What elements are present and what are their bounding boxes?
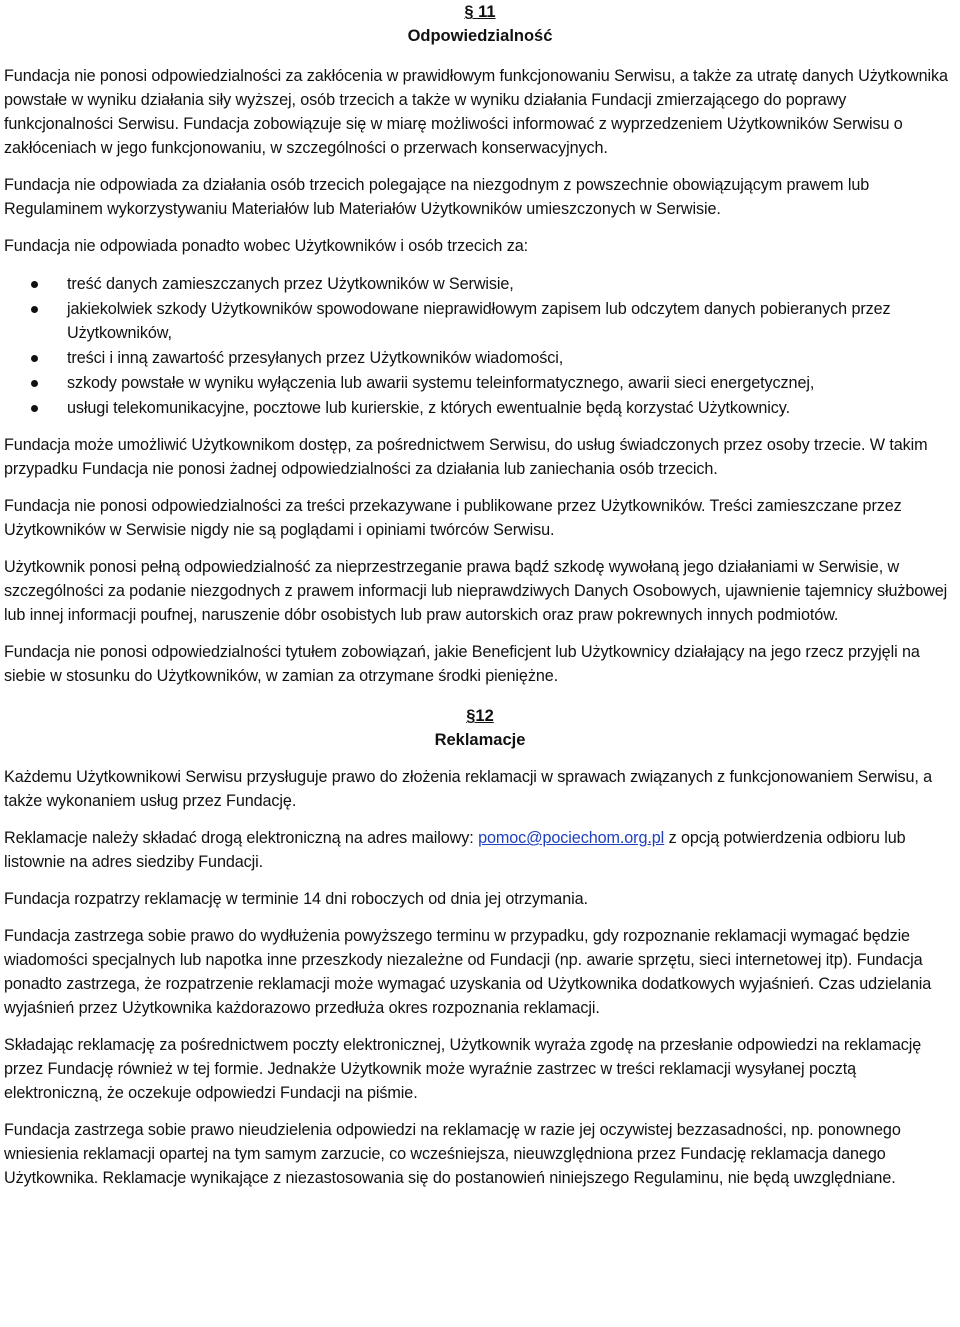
list-item-text: treści i inną zawartość przesyłanych przez Użytkowników wiadomości, [67, 349, 564, 367]
paragraph: Fundacja może umożliwić Użytkownikom dostęp, za pośrednictwem Serwisu, do usług świadczonych przez osoby trzecie. W takim przypadku Fundacja nie ponosi żadnej odpowiedzialności za działania lub zaniechania osób trzecich. [4, 436, 928, 478]
list-item [4, 297, 956, 345]
contact-text-after: z opcją potwierdzenia odbioru lub listownie na adres siedziby Fundacji. [4, 829, 906, 871]
paragraph: Fundacja nie ponosi odpowiedzialności za treści przekazywane i publikowane przez Użytkowników. Treści zamieszczane przez Użytkowników w Serwisie nigdy nie są poglądami i opiniami twórców Serwisu. [4, 497, 902, 539]
bullet-icon [31, 355, 38, 362]
contact-text-before: Reklamacje należy składać drogą elektroniczną na adres mailowy: [4, 829, 479, 847]
paragraph: Fundacja nie odpowiada za działania osób trzecich polegające na niezgodnym z powszechnie obowiązującym prawem lub Regulaminem wykorzystywaniu Materiałów lub Materiałów Użytkowników umieszczonych w Serwisie. [4, 176, 870, 218]
section-11-heading [4, 0, 956, 48]
section-12-title: Reklamacje [434, 731, 526, 749]
email-link[interactable]: pomoc@pociechom.org.pl [478, 829, 665, 847]
section-12-number: §12 [466, 707, 494, 725]
list-item-text: usługi telekomunikacyjne, pocztowe lub kurierskie, z których ewentualnie będą korzystać Użytkownicy. [67, 399, 790, 417]
section-11-number: § 11 [464, 3, 496, 21]
list-item-text: treść danych zamieszczanych przez Użytkowników w Serwisie, [67, 275, 514, 293]
paragraph: Fundacja zastrzega sobie prawo nieudzielenia odpowiedzi na reklamację w razie jej oczywistej bezzasadności, np. ponownego wniesienia reklamacji opartej na tym samym zarzucie, co wcześniejsza, nieuwzględniona przez Fundację reklamacja danego Użytkownika. Reklamacje wynikające z niezastosowania się do postanowień niniejszego Regulaminu, nie będą uwzględniane. [4, 1121, 901, 1187]
bullet-icon [31, 380, 38, 387]
list-item-text: szkody powstałe w wyniku wyłączenia lub awarii systemu teleinformatycznego, awarii sieci energetycznej, [67, 374, 815, 392]
paragraph: Fundacja nie ponosi odpowiedzialności tytułem zobowiązań, jakie Beneficjent lub Użytkownicy działający na jego rzecz przyjęli na siebie w stosunku do Użytkowników, w zamian za otrzymane środki pieniężne. [4, 643, 920, 685]
paragraph: Fundacja nie ponosi odpowiedzialności za zakłócenia w prawidłowym funkcjonowaniu Serwisu, a także za utratę danych Użytkownika powstałe w wyniku działania siły wyższej, osób trzecich a także w wyniku działania Fundacji zmierzającego do poprawy funkcjonalności Serwisu. Fundacja zobowiązuje się w miarę możliwości informować z wyprzedzeniem Użytkowników Serwisu o zakłóceniach w jego funkcjonowaniu, w szczególności o przerwach konserwacyjnych. [4, 67, 948, 157]
paragraph: Fundacja zastrzega sobie prawo do wydłużenia powyższego terminu w przypadku, gdy rozpoznanie reklamacji wymagać będzie wiadomości specjalnych lub napotka inne przeszkody niezależne od Fundacji (np. awarie sprzętu, sieci internetowej itp). Fundacja ponadto zastrzega, że rozpatrzenie reklamacji może wymagać uzyskania od Użytkownika dodatkowych wyjaśnień. Czas udzielania wyjaśnień przez Użytkownika każdorazowo przedłuża okres rozpoznania reklamacji. [4, 927, 932, 1017]
liability-exclusion-list [4, 272, 956, 420]
section-11-title: Odpowiedzialność [407, 27, 553, 45]
section-12-heading [4, 704, 956, 752]
paragraph: Fundacja rozpatrzy reklamację w terminie 14 dni roboczych od dnia jej otrzymania. [4, 890, 588, 908]
paragraph: Fundacja nie odpowiada ponadto wobec Użytkowników i osób trzecich za: [4, 237, 528, 255]
list-item-text: jakiekolwiek szkody Użytkowników spowodowane nieprawidłowym zapisem lub odczytem danych pobieranych przez Użytkowników, [67, 300, 891, 342]
list-item [4, 371, 956, 395]
paragraph: Każdemu Użytkownikowi Serwisu przysługuje prawo do złożenia reklamacji w sprawach związanych z funkcjonowaniem Serwisu, a także wykonaniem usług przez Fundację. [4, 768, 933, 810]
paragraph-contact [4, 826, 956, 874]
bullet-icon [31, 281, 38, 288]
bullet-icon [31, 405, 38, 412]
list-item [4, 272, 956, 296]
paragraph: Składając reklamację za pośrednictwem poczty elektronicznej, Użytkownik wyraża zgodę na przesłanie odpowiedzi na reklamację przez Fundację również w tej formie. Jednakże Użytkownik może wyraźnie zastrzec w treści reklamacji wysyłanej pocztą elektroniczną, że oczekuje odpowiedzi Fundacji na piśmie. [4, 1036, 922, 1102]
document-page [4, 0, 956, 1190]
list-item [4, 346, 956, 370]
list-item [4, 396, 956, 420]
bullet-icon [31, 306, 38, 313]
paragraph: Użytkownik ponosi pełną odpowiedzialność za nieprzestrzeganie prawa bądź szkodę wywołaną jego działaniami w Serwisie, w szczególności za podanie niezgodnych z prawem informacji lub nieprawdziwych Danych Osobowych, ujawnienie tajemnicy służbowej lub innej informacji poufnej, naruszenie dóbr osobistych lub praw autorskich oraz praw pokrewnych innych podmiotów. [4, 558, 948, 624]
